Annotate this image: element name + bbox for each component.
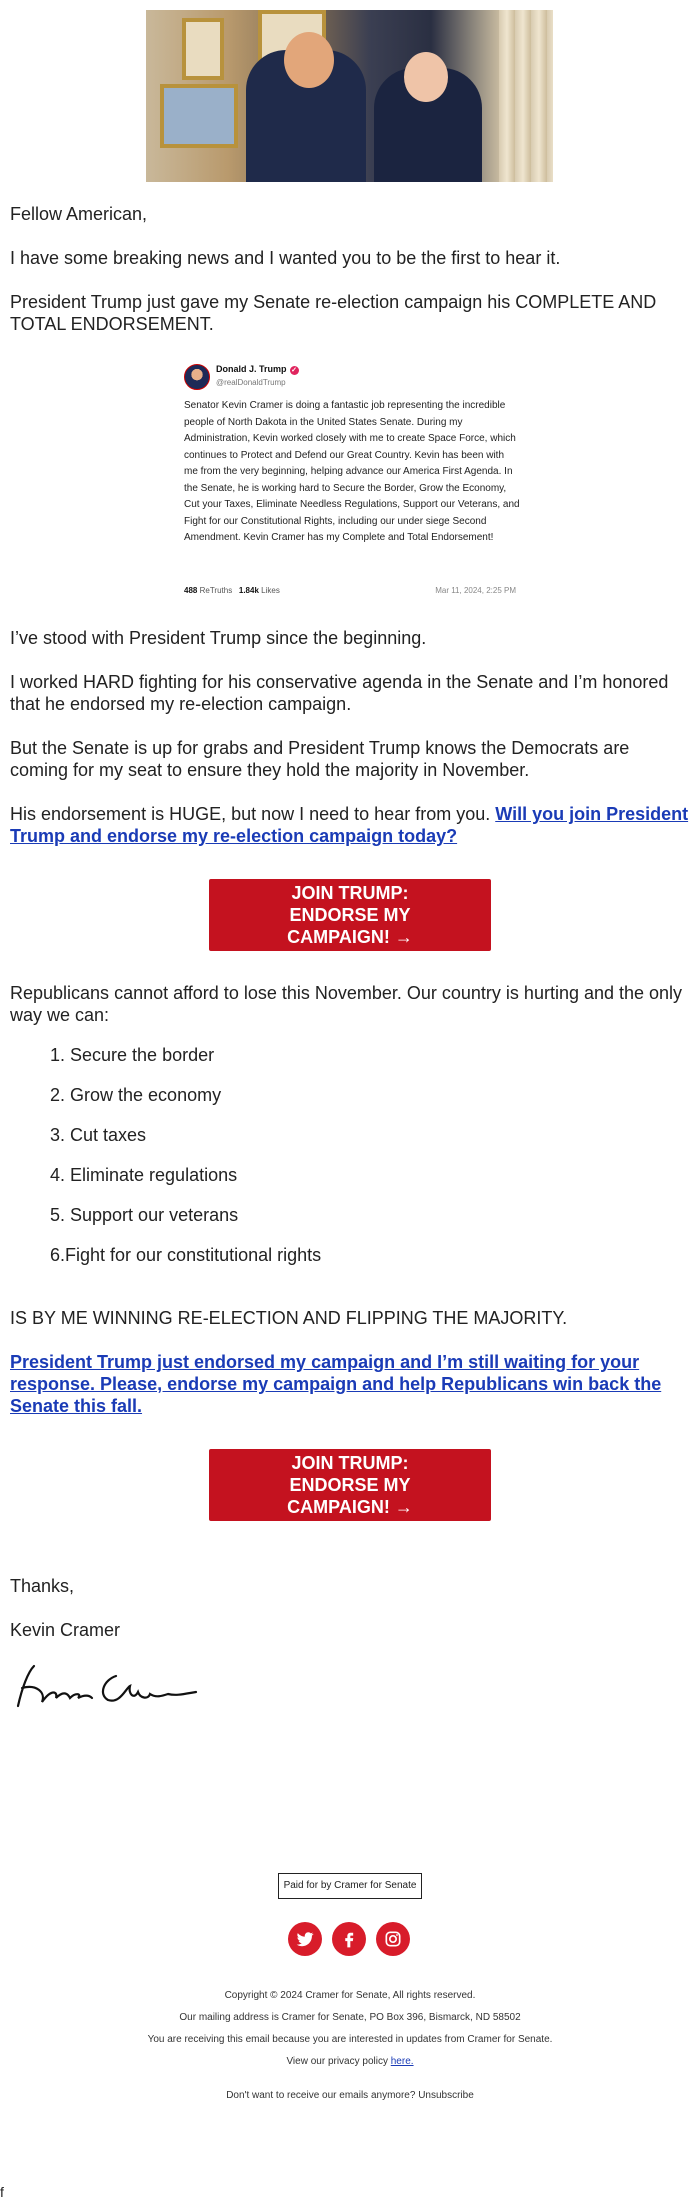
endorse-link[interactable]: Will you join President Trump and endorse my re-election campaign today? <box>10 804 689 846</box>
list-item: 4. Eliminate regulations <box>50 1165 238 1185</box>
post-author: Donald J. Trump ✓ <box>216 364 297 374</box>
avatar <box>184 364 210 390</box>
unsubscribe-line[interactable]: Don't want to receive our emails anymore? Unsubscribe <box>226 2090 474 2101</box>
post-handle: @realDonaldTrump <box>216 378 286 387</box>
subscription-reason: You are receiving this email because you are interested in updates from Cramer for Senate. <box>147 2034 553 2045</box>
signature <box>12 1658 202 1712</box>
wall-picture <box>182 18 224 80</box>
paragraph: His endorsement is HUGE, but now I need to hear from you. Will you join President Trump and endorse my re-election campaign today? <box>10 804 689 846</box>
endorse-link[interactable]: President Trump just endorsed my campaign and I’m still waiting for your response. Please, endorse my campaign and help Republicans win back the Senate this fall. <box>10 1352 662 1416</box>
join-endorse-button[interactable]: JOIN TRUMP: ENDORSE MY CAMPAIGN! → <box>209 1449 491 1521</box>
greeting: Fellow American, <box>10 204 148 224</box>
paragraph <box>10 1351 690 1417</box>
endorsement-post <box>174 356 526 602</box>
instagram-icon[interactable] <box>376 1922 410 1956</box>
privacy-link[interactable]: here. <box>390 2056 414 2067</box>
paragraph: President Trump just gave my Senate re-election campaign his COMPLETE AND TOTAL ENDORSEMENT. <box>10 292 657 334</box>
sender-name: Kevin Cramer <box>10 1620 121 1640</box>
paragraph: IS BY ME WINNING RE-ELECTION AND FLIPPING THE MAJORITY. <box>10 1308 568 1328</box>
post-text: Senator Kevin Cramer is doing a fantastic job representing the incredible people of North Dakota in the United States Senate. During my Administration, Kevin worked closely with me to create Space Force, which continues to Protect and Defend our Great Country. Kevin has been with me from the very beginning, helping advance our America First Agenda. In the Senate, he is working hard to Secure the Border, Grow the Economy, Cut your Taxes, Eliminate Needless Regulations, Support our Veterans, and Fight for our Constitutional Rights, including our under siege Second Amendment. Kevin Cramer has my Complete and Total Endorsement! <box>184 400 520 543</box>
list-item: 3. Cut taxes <box>50 1125 147 1145</box>
person-left-head <box>284 32 334 88</box>
paragraph: Republicans cannot afford to lose this November. Our country is hurting and the only way we can: <box>10 983 683 1025</box>
sign-off: Thanks, <box>10 1576 75 1596</box>
paragraph: I worked HARD fighting for his conservative agenda in the Senate and I’m honored that he endorsed my re-election campaign. <box>10 672 669 714</box>
list-item: 5. Support our veterans <box>50 1205 239 1225</box>
wall-picture <box>160 84 238 148</box>
hero-photo <box>146 10 553 182</box>
paid-for-disclaimer: Paid for by Cramer for Senate <box>278 1873 422 1899</box>
facebook-icon[interactable] <box>332 1922 366 1956</box>
verified-icon: ✓ <box>291 367 297 374</box>
twitter-icon[interactable] <box>288 1922 322 1956</box>
post-stats: 488 ReTruths 1.84k Likes <box>184 586 280 595</box>
post-date: Mar 11, 2024, 2:25 PM <box>435 586 516 595</box>
person-right-head <box>404 52 448 102</box>
paragraph: I have some breaking news and I wanted you to be the first to hear it. <box>10 248 561 268</box>
mailing-address: Our mailing address is Cramer for Senate, PO Box 396, Bismarck, ND 58502 <box>179 2012 521 2023</box>
join-endorse-button[interactable]: JOIN TRUMP: ENDORSE MY CAMPAIGN! → <box>209 879 491 951</box>
paragraph: I’ve stood with President Trump since the beginning. <box>10 628 427 648</box>
privacy-line: View our privacy policy here. <box>286 2056 414 2067</box>
stray-text: f <box>0 2184 4 2200</box>
list-item: 1. Secure the border <box>50 1045 215 1065</box>
curtain <box>499 10 553 182</box>
copyright: Copyright © 2024 Cramer for Senate, All rights reserved. <box>224 1990 476 2001</box>
list-item: 6.Fight for our constitutional rights <box>50 1245 322 1265</box>
list-item: 2. Grow the economy <box>50 1085 222 1105</box>
paragraph: But the Senate is up for grabs and President Trump knows the Democrats are coming for my seat to ensure they hold the majority in November. <box>10 738 630 780</box>
